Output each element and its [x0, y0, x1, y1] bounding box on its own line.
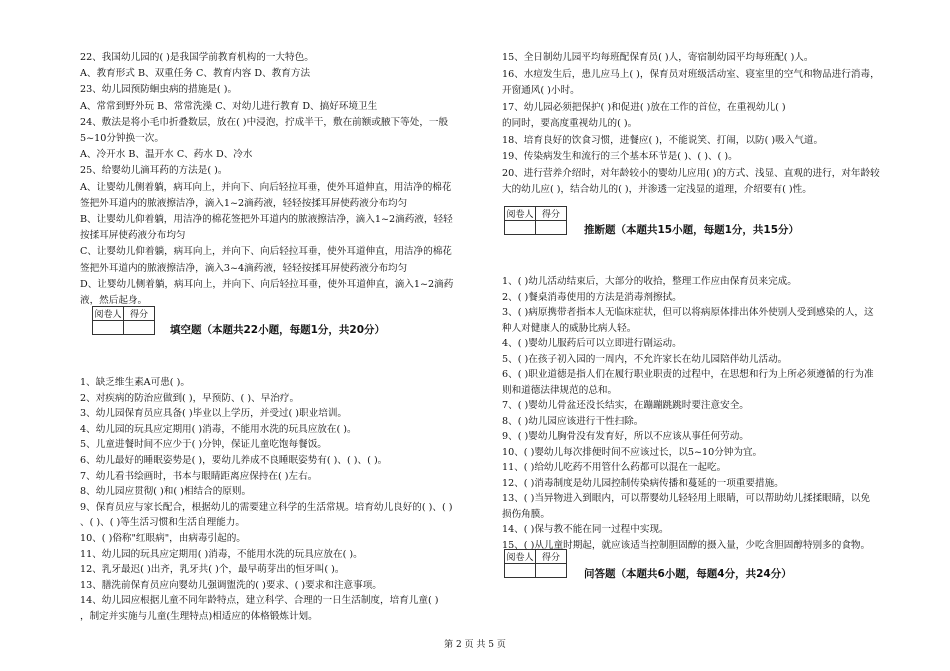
- score-header-score: 得分: [536, 550, 567, 564]
- score-header-grader: 阅卷人: [93, 307, 124, 321]
- text-line: C、让婴幼儿仰着躺，病耳向上，并向下、向后轻拉耳垂，使外耳道伸直，用洁净的棉花: [80, 246, 452, 258]
- text-line: B、让婴幼儿仰着躺，用洁净的棉花签把外耳道内的脓液擦洁净，滴入1~2滴药液，轻轻: [80, 214, 453, 225]
- text-line: 6、( )职业道德是指人们在履行职业职责的过程中，在思想和行为上所必须遵循的行为准: [502, 369, 874, 380]
- text-line: 11、( )给幼儿吃药不用管什么药都可以混在一起吃。: [502, 462, 727, 473]
- text-line: 15、( )从儿童时期起，就应该适当控制胆固醇的摄入量，少吃含胆固醇特别多的食物。: [502, 539, 871, 551]
- text-line: 8、幼儿园应贯彻( )和( )相结合的原则。: [80, 486, 252, 498]
- text-line: 11、幼儿园的玩具应定期用( )消毒，不能用水洗的玩具应放在( )。: [80, 548, 363, 560]
- text-line: 16、水痘发生后，患儿应马上( )，保育员对班级活动室、寝室里的空气和物品进行消毒，: [502, 68, 880, 80]
- score-cell-score: [536, 221, 567, 235]
- text-line: 损伤角膜。: [502, 508, 550, 520]
- text-line: A、教育形式 B、双重任务 C、教育内容 D、教育方法: [80, 68, 311, 80]
- text-line: 10、( )俗称"红眼病"，由病毒引起的。: [80, 533, 246, 544]
- score-cell-grader: [505, 221, 536, 235]
- score-cell-score: [124, 321, 155, 335]
- text-line: 12、( )消毒制度是幼儿园控制传染病传播和蔓延的一项重要措施。: [502, 477, 784, 489]
- score-box-fill: [92, 306, 155, 335]
- text-line: 2、( )餐桌消毒使用的方法是消毒剂擦拭。: [502, 291, 682, 303]
- text-line: 9、保育员应与家长配合，根据幼儿的需要建立科学的生活常规。培育幼儿良好的( )、( ): [80, 501, 453, 513]
- score-header-grader: 阅卷人: [505, 550, 536, 564]
- text-line: 大的幼儿应( )，结合幼儿的( )，并渗透一定浅显的道理，介绍要有( )性。: [502, 184, 812, 195]
- text-line: 签把外耳道内的脓液擦洁净，滴入1~2滴药液，轻轻按揉耳屏使药液分布均匀: [80, 197, 408, 209]
- score-cell-grader: [505, 564, 536, 578]
- text-line: 1、缺乏维生素A可患( )。: [80, 377, 190, 388]
- text-line: 7、( )婴幼儿骨盆还没长结实，在蹦蹦跳跳时要注意安全。: [502, 400, 749, 411]
- text-line: 8、( )幼儿园应该进行干性扫除。: [502, 415, 644, 427]
- page-footer: 第 2 页 共 5 页: [444, 640, 506, 650]
- text-line: 17、幼儿园必须把保护( )和促进( )放在工作的首位，在重视幼儿( ): [502, 101, 786, 113]
- text-line: 7、幼儿看书绘画时，书本与眼睛距离应保持在( )左右。: [80, 470, 318, 482]
- text-line: A、冷开水 B、温开水 C、药水 D、冷水: [80, 149, 253, 161]
- judge-section-title: 推断题（本题共15小题，每题1分，共15分）: [584, 224, 800, 236]
- text-line: D、让婴幼儿侧着躺，病耳向上，并向下、向后轻拉耳垂，使外耳道伸直，滴入1~2滴药: [80, 278, 454, 290]
- text-line: 3、幼儿园保育员应具备( )毕业以上学历，并受过( )职业培训。: [80, 408, 348, 420]
- text-line: 13、膳洗前保育员应向婴幼儿强调盥洗的( )要求、( )要求和注意事项。: [80, 579, 382, 591]
- text-line: 9、( )婴幼儿胸骨没有发育好，所以不应该从事任何劳动。: [502, 431, 749, 442]
- fill-section-title: 填空题（本题共22小题，每题1分，共20分）: [170, 324, 386, 336]
- text-line: 2、对疾病的防治应做到( )，早预防、( )、早治疗。: [80, 392, 300, 404]
- text-line: ，制定并实施与儿童(生理特点)相适应的体格锻炼计划。: [80, 611, 318, 622]
- score-box-qa: [504, 549, 567, 578]
- score-header-grader: 阅卷人: [505, 207, 536, 221]
- text-line: 6、幼儿最好的睡眠姿势是( )，要幼儿养成不良睡眠姿势有( )、( )、( )。: [80, 455, 388, 466]
- text-line: 按揉耳屏使药液分布均匀: [80, 230, 186, 242]
- text-line: 20、进行营养介绍时，对年龄较小的婴幼儿应用( )的方式、浅显、直观的进行，对年龄较: [502, 167, 880, 179]
- text-line: 25、给婴幼儿滴耳药的方法是( )。: [80, 165, 228, 177]
- text-line: 15、全日制幼儿园平均每班配保育员( )人，寄宿制幼园平均每班配( )人。: [502, 52, 814, 63]
- text-line: 24、敷法是将小毛巾折叠数层，放在( )中浸泡，拧成半干，敷在前额或腋下等处，一般: [80, 116, 449, 128]
- text-line: 13、( )当异物进入到眼内，可以帮婴幼儿轻轻用上眼睛，可以帮助幼儿揉揉眼睛，以免: [502, 493, 871, 504]
- text-line: 、( )、( )等生活习惯和生活自理能力。: [80, 517, 245, 529]
- text-line: A、常常到野外玩 B、常常洗澡 C、对幼儿进行教育 D、搞好环境卫生: [80, 100, 378, 112]
- text-line: 1、( )幼儿活动结束后，大部分的收拾，整理工作应由保育员来完成。: [502, 276, 797, 287]
- text-line: 种人对健康人的威胁比病人轻。: [502, 322, 637, 334]
- text-line: 22、我国幼儿园的( )是我国学前教育机构的一大特色。: [80, 52, 314, 63]
- text-line: 5、儿童进餐时间不应少于( )分钟，保证儿童吃饱每餐饭。: [80, 439, 327, 451]
- text-line: 18、培育良好的饮食习惯，进餐应( )，不能说笑、打闹，以防( )吸入气道。: [502, 134, 824, 146]
- text-line: 签把外耳道内的脓液擦洁净，滴入3~4滴药液，轻轻按揉耳屏使药液分布均匀: [80, 262, 408, 274]
- score-cell-score: [536, 564, 567, 578]
- text-line: 4、( )婴幼儿服药后可以立即进行剧运动。: [502, 338, 682, 349]
- text-line: 19、传染病发生和流行的三个基本环节是( )、( )、( )。: [502, 151, 738, 162]
- text-line: 14、( )保与教不能在同一过程中实现。: [502, 524, 669, 535]
- text-line: 则和道德法律规范的总和。: [502, 384, 618, 396]
- text-line: 5~10分钟换一次。: [80, 133, 164, 144]
- score-header-score: 得分: [124, 307, 155, 321]
- qa-section-title: 问答题（本题共6小题，每题4分，共24分）: [584, 568, 792, 580]
- text-line: 4、幼儿园的玩具应定期用( )消毒，不能用水洗的玩具应放在( )。: [80, 423, 357, 435]
- text-line: 的同时，要高度重视幼儿的( )。: [502, 118, 638, 129]
- score-box-judge: [504, 206, 567, 235]
- text-line: 液，然后起身。: [80, 295, 148, 306]
- text-line: 5、( )在孩子初入园的一周内，不允许家长在幼儿园陪伴幼儿活动。: [502, 353, 788, 365]
- text-line: 23、幼儿园预防蛔虫病的措施是( )。: [80, 84, 238, 96]
- text-line: 10、( )婴幼儿每次排便时间不应该过长，以5~10分钟为宜。: [502, 446, 763, 458]
- score-cell-grader: [93, 321, 124, 335]
- text-line: 开窗通风( )小时。: [502, 85, 580, 96]
- text-line: 14、幼儿园应根据儿童不同年龄特点，建立科学、合理的一日生活制度，培育儿童( ): [80, 595, 439, 607]
- text-line: 3、( )病原携带者指本人无临床症状，但可以将病原体排出体外使别人受到感染的人，这: [502, 307, 874, 318]
- text-line: A、让婴幼儿侧着躺，病耳向上，并向下、向后轻拉耳垂，使外耳道伸直，用洁净的棉花: [80, 181, 452, 193]
- score-header-score: 得分: [536, 207, 567, 221]
- text-line: 12、乳牙最迟( )出齐，乳牙共( )个，最早萌芽出的恒牙叫( )。: [80, 564, 345, 576]
